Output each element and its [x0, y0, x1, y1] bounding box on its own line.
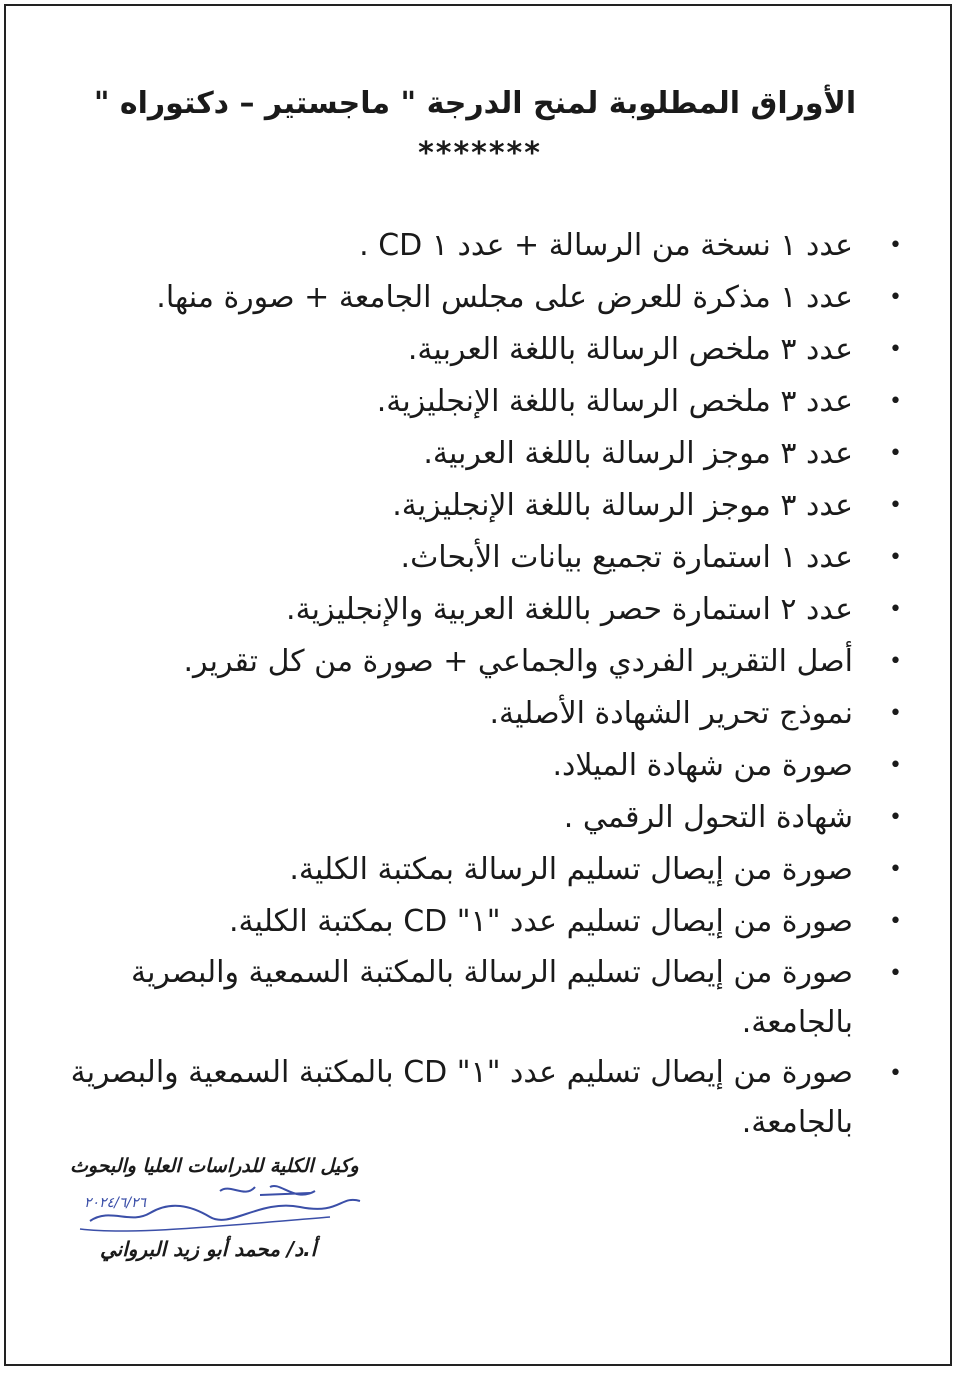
- list-item: [48, 220, 908, 272]
- bullet-icon: •: [889, 285, 902, 310]
- list-item-text: عدد ٣ ملخص الرسالة باللغة الإنجليزية.: [376, 384, 853, 419]
- bullet-icon: •: [889, 649, 902, 674]
- bullet-icon: •: [889, 493, 902, 518]
- bullet-icon: •: [889, 337, 902, 362]
- list-item: [48, 324, 908, 376]
- document-title: الأوراق المطلوبة لمنح الدرجة " ماجستير – دكتوراه ": [93, 86, 857, 121]
- signatory-title: وكيل الكلية للدراسات العليا والبحوث: [70, 1155, 359, 1177]
- bullet-icon: •: [889, 805, 902, 830]
- list-item: [48, 740, 908, 792]
- list-item-text: عدد ٣ موجز الرسالة باللغة الإنجليزية.: [392, 488, 853, 523]
- requirements-list: [48, 220, 908, 1148]
- list-item-text: صورة من إيصال تسليم الرسالة بمكتبة الكلية.: [289, 852, 853, 887]
- list-item-text: نموذج تحرير الشهادة الأصلية.: [489, 696, 853, 731]
- signatory-name: أ.د/ محمد أبو زيد البرواني: [100, 1237, 317, 1261]
- bullet-icon: •: [889, 389, 902, 414]
- bullet-icon: •: [889, 545, 902, 570]
- list-item-text: أصل التقرير الفردي والجماعي + صورة من كل تقرير.: [183, 644, 853, 679]
- list-item: [48, 584, 908, 636]
- list-item: [48, 1048, 908, 1148]
- list-item-text: عدد ٣ ملخص الرسالة باللغة العربية.: [407, 332, 853, 367]
- signature-block: [70, 1155, 490, 1261]
- list-item: [48, 636, 908, 688]
- list-item: [48, 896, 908, 948]
- list-item: [48, 428, 908, 480]
- list-item: [48, 688, 908, 740]
- list-item-text: عدد ١ استمارة تجميع بيانات الأبحاث.: [400, 540, 853, 575]
- list-item-text: صورة من إيصال تسليم الرسالة بالمكتبة السمعية والبصرية بالجامعة.: [130, 955, 853, 1040]
- bullet-icon: •: [889, 233, 902, 258]
- list-item-text: صورة من شهادة الميلاد.: [552, 748, 853, 783]
- bullet-icon: •: [889, 753, 902, 778]
- bullet-icon: •: [889, 441, 902, 466]
- list-item: [48, 532, 908, 584]
- bullet-icon: •: [889, 961, 902, 986]
- list-item-text: عدد ٢ استمارة حصر باللغة العربية والإنجليزية.: [286, 592, 853, 627]
- list-item: [48, 792, 908, 844]
- list-item-text: صورة من إيصال تسليم عدد "١" CD بمكتبة الكلية.: [229, 904, 853, 939]
- bullet-icon: •: [889, 1061, 902, 1086]
- signature-date: ٢٠٢٤/٦/٢٦: [84, 1195, 147, 1211]
- handwritten-signature: [70, 1177, 490, 1237]
- bullet-icon: •: [889, 597, 902, 622]
- list-item-text: عدد ٣ موجز الرسالة باللغة العربية.: [423, 436, 853, 471]
- title-separator-stars: *******: [418, 136, 542, 171]
- list-item-text: شهادة التحول الرقمي .: [563, 800, 853, 835]
- list-item: [48, 844, 908, 896]
- list-item: [48, 948, 908, 1048]
- bullet-icon: •: [889, 909, 902, 934]
- bullet-icon: •: [889, 701, 902, 726]
- list-item-text: عدد ١ مذكرة للعرض على مجلس الجامعة + صورة منها.: [156, 280, 853, 315]
- list-item-text: صورة من إيصال تسليم عدد "١" CD بالمكتبة السمعية والبصرية بالجامعة.: [70, 1055, 853, 1140]
- list-item: [48, 480, 908, 532]
- list-item-text: عدد ١ نسخة من الرسالة + عدد ١ CD .: [359, 228, 853, 263]
- list-item: [48, 376, 908, 428]
- list-item: [48, 272, 908, 324]
- bullet-icon: •: [889, 857, 902, 882]
